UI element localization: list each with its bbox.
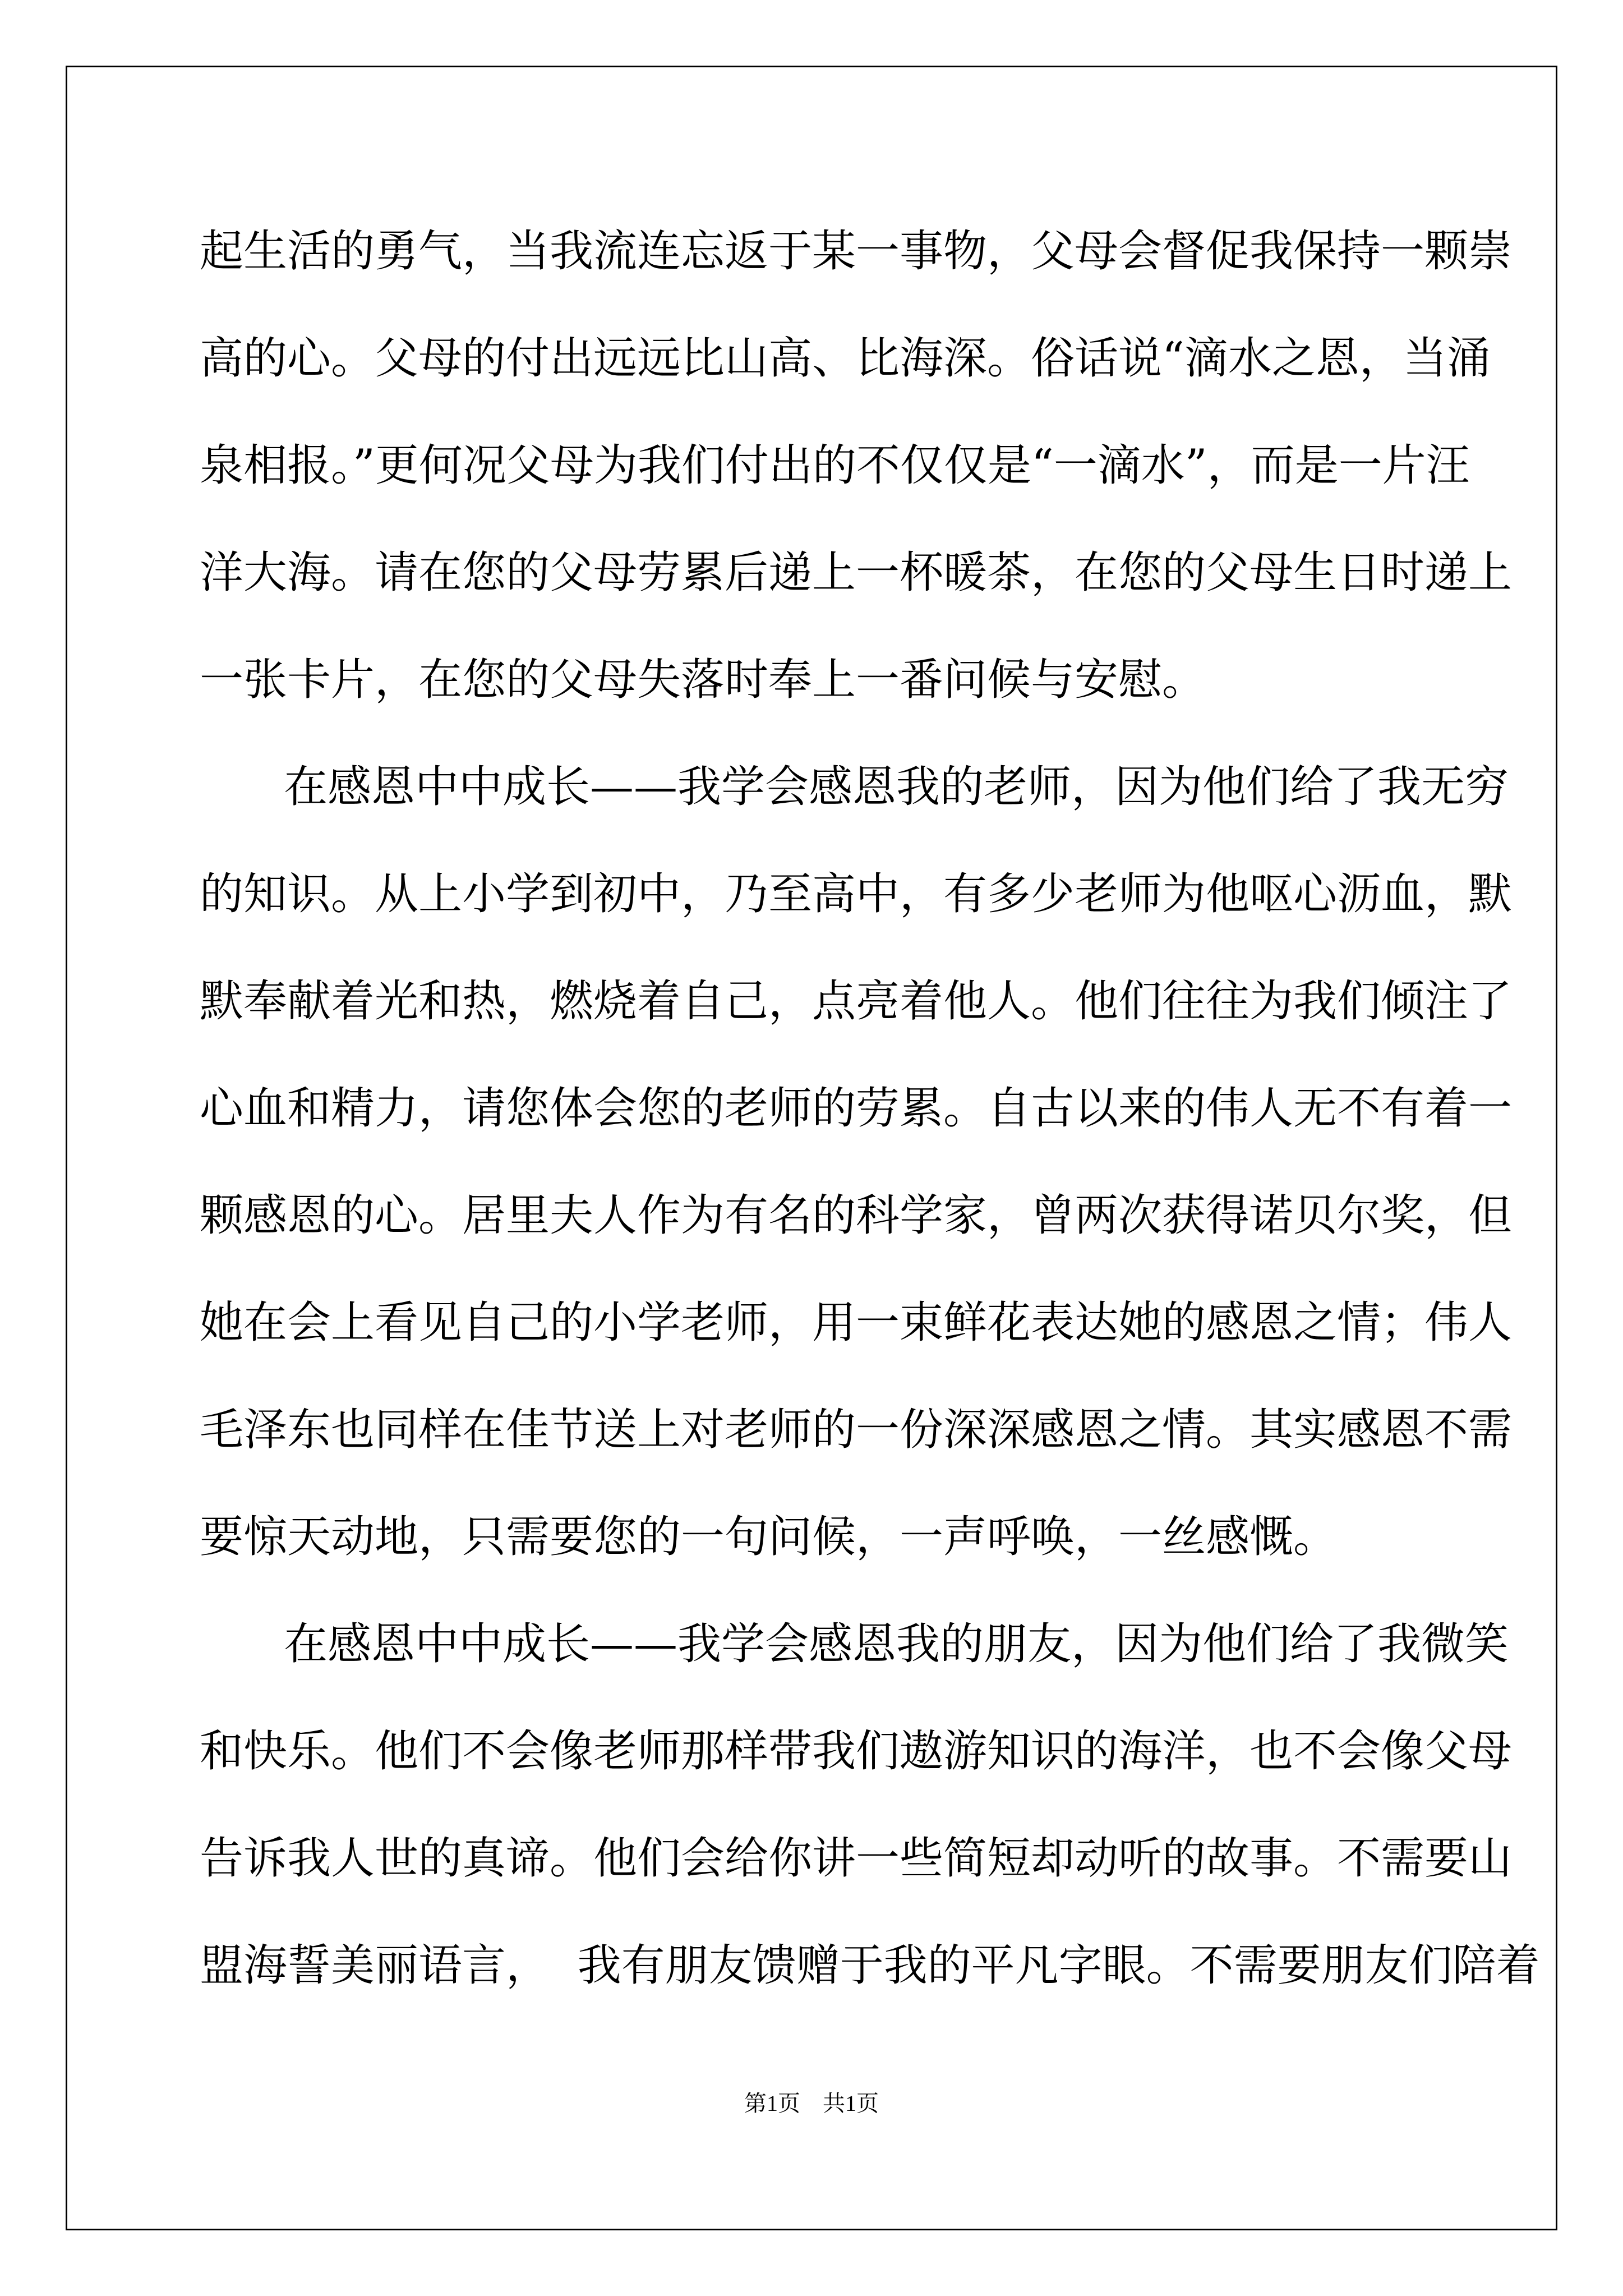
page-number-label: 第1页 共1页 [744,2091,879,2116]
paragraph-2-line-7: 毛泽东也同样在佳节送上对老师的一份深深感恩之情。其实感恩不需 [200,1405,1513,1455]
paragraph-2-line-4: 心血和精力，请您体会您的老师的劳累。自古以来的伟人无不有着一 [200,1083,1513,1134]
paragraph-2-line-1: 在感恩中中成长——我学会感恩我的老师，因为他们给了我无穷 [284,762,1509,812]
paragraph-1-line-1: 起生活的勇气，当我流连忘返于某一事物，父母会督促我保持一颗崇 [200,226,1513,277]
paragraph-2-line-2: 的知识。从上小学到初中，乃至高中，有多少老师为他呕心沥血，默 [200,869,1513,919]
paragraph-1-line-2: 高的心。父母的付出远远比山高、比海深。俗话说“滴水之恩，当涌 [200,333,1491,384]
paragraph-3-line-2: 和快乐。他们不会像老师那样带我们遨游知识的海洋，也不会像父母 [200,1726,1513,1777]
paragraph-1-line-5: 一张卡片，在您的父母失落时奉上一番问候与安慰。 [200,655,1206,705]
document-body [200,206,1540,2028]
paragraph-3-line-1: 在感恩中中成长——我学会感恩我的朋友，因为他们给了我微笑 [284,1619,1509,1669]
paragraph-1-line-3: 泉相报。”更何况父母为我们付出的不仅仅是“一滴水”，而是一片汪 [200,440,1470,491]
paragraph-2-line-8: 要惊天动地，只需要您的一句问候，一声呼唤，一丝感慨。 [200,1512,1338,1562]
paragraph-3-line-4: 盟海誓美丽语言， 我有朋友馈赠于我的平凡字眼。不需要朋友们陪着 [200,1940,1540,1991]
page-footer [0,2086,1623,2118]
paragraph-2-line-6: 她在会上看见自己的小学老师，用一束鲜花表达她的感恩之情；伟人 [200,1297,1513,1348]
paragraph-2-line-5: 颗感恩的心。居里夫人作为有名的科学家，曾两次获得诺贝尔奖，但 [200,1190,1513,1241]
paragraph-1-line-4: 洋大海。请在您的父母劳累后递上一杯暖茶，在您的父母生日时递上 [200,547,1513,598]
paragraph-2-line-3: 默奉献着光和热，燃烧着自己，点亮着他人。他们往往为我们倾注了 [200,976,1513,1027]
paragraph-3-line-3: 告诉我人世的真谛。他们会给你讲一些简短却动听的故事。不需要山 [200,1833,1513,1884]
